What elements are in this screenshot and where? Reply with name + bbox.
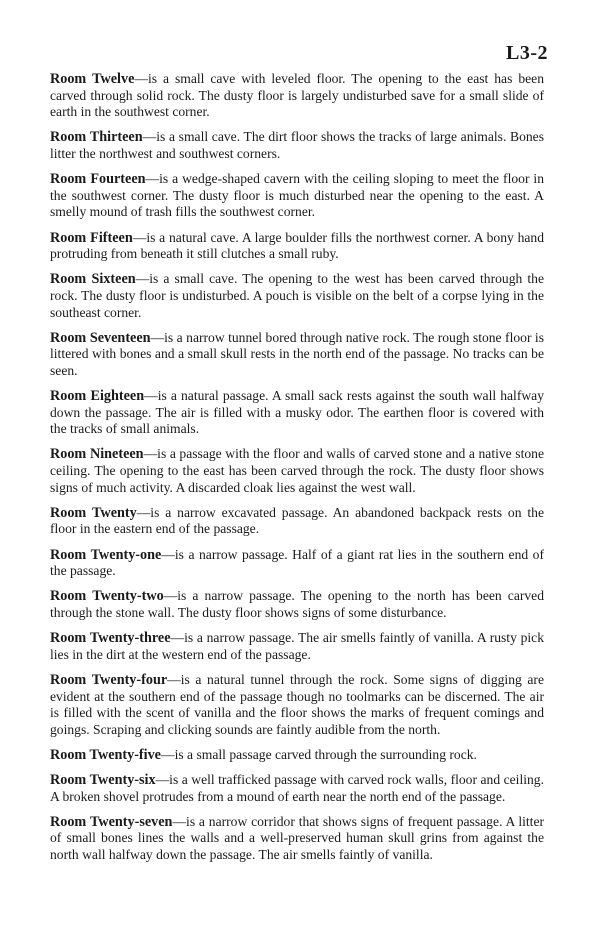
room-entry <box>50 814 544 864</box>
room-name: Room Twelve <box>50 71 135 87</box>
room-description: —is a well trafficked passage with carved rock walls, floor and ceiling. A broken shovel protrudes from a mound of earth near the north end of the passage. <box>50 772 544 804</box>
room-description: —is a small passage carved through the surrounding rock. <box>160 746 477 762</box>
room-name: Room Sixteen <box>50 271 136 288</box>
room-description: —is a natural tunnel through the rock. Some signs of digging are evident at the southern end of the passage though no toolmarks can be discerned. The air is filled with the scent of vanilla and the floor shows the marks of frequent comings and goings. Scraping and clicking sounds are faintly audible from the north. <box>50 671 544 737</box>
room-description: —is a narrow excavated passage. An abandoned backpack rests on the floor in the eastern end of the passage. <box>50 504 545 537</box>
room-name: Room Twenty-three <box>50 630 171 647</box>
room-entry <box>50 547 544 580</box>
room-description: —is a small cave with leveled floor. The opening to the east has been carved through solid rock. The dusty floor is largely undisturbed save for a small slide of earth in the southwest corner. <box>50 71 544 120</box>
room-entry <box>50 672 544 738</box>
room-name: Room Twenty <box>50 504 137 521</box>
room-name: Room Twenty-four <box>50 671 168 688</box>
room-entry <box>50 71 544 121</box>
room-entry <box>50 171 544 221</box>
room-entries <box>50 71 544 872</box>
room-entry <box>50 505 544 538</box>
room-entry <box>50 446 544 496</box>
room-name: Room Twenty-seven <box>50 813 173 830</box>
room-entry <box>50 630 544 663</box>
room-entry <box>50 330 544 380</box>
room-description: —is a narrow passage. The opening to the north has been carved through the stone wall. The dusty floor shows signs of some disturbance. <box>50 588 545 620</box>
room-entry <box>50 747 544 764</box>
room-entry <box>50 772 544 805</box>
room-description: —is a narrow passage. Half of a giant rat lies in the southern end of the passage. <box>50 546 544 579</box>
room-description: —is a small cave. The dirt floor shows the tracks of large animals. Bones litter the northwest and southwest corners. <box>50 129 544 161</box>
room-name: Room Twenty-one <box>50 546 162 563</box>
room-description: —is a narrow corridor that shows signs of frequent passage. A litter of small bones lines the walls and a well-preserved human skull grins from against the north wall halfway down the passage. The air smells faintly of vanilla. <box>50 813 545 863</box>
room-entry <box>50 271 544 321</box>
room-entry <box>50 230 544 263</box>
room-name: Room Seventeen <box>50 329 151 346</box>
page-number: L3-2 <box>506 42 548 64</box>
room-name: Room Fifteen <box>50 229 133 246</box>
room-name: Room Thirteen <box>50 129 143 146</box>
room-description: —is a narrow passage. The air smells faintly of vanilla. A rusty pick lies in the dirt at the western end of the passage. <box>50 630 544 662</box>
room-entry <box>50 588 544 621</box>
room-name: Room Nineteen <box>50 446 144 463</box>
room-name: Room Twenty-six <box>50 772 156 789</box>
room-name: Room Eighteen <box>50 388 145 405</box>
room-description: —is a wedge-shaped cavern with the ceiling sloping to meet the floor in the southwest corner. The dusty floor is much disturbed near the opening to the east. A smelly mound of trash fills the southwest corner. <box>50 171 544 220</box>
room-entry <box>50 388 544 438</box>
room-entry <box>50 129 544 162</box>
room-description: —is a natural passage. A small sack rests against the south wall halfway down the passage. The air is filled with a musky odor. The earthen floor is covered with the tracks of small animals. <box>50 388 545 437</box>
room-description: —is a natural cave. A large boulder fills the northwest corner. A bony hand protruding from beneath it still clutches a small ruby. <box>50 229 544 262</box>
room-name: Room Fourteen <box>50 171 146 188</box>
room-description: —is a passage with the floor and walls of carved stone and a native stone ceiling. The opening to the east has been carved through the rock. The dusty floor shows signs of much activity. A discarded cloak lies against the west wall. <box>50 446 544 495</box>
room-description: —is a narrow tunnel bored through native rock. The rough stone floor is littered with bones and a small skull rests in the north end of the passage. No tracks can be seen. <box>50 329 544 378</box>
room-description: —is a small cave. The opening to the west has been carved through the rock. The dusty floor is undisturbed. A pouch is visible on the belt of a corpse lying in the southeast corner. <box>50 271 544 320</box>
room-name: Room Twenty-five <box>50 746 161 763</box>
room-name: Room Twenty-two <box>50 588 164 605</box>
